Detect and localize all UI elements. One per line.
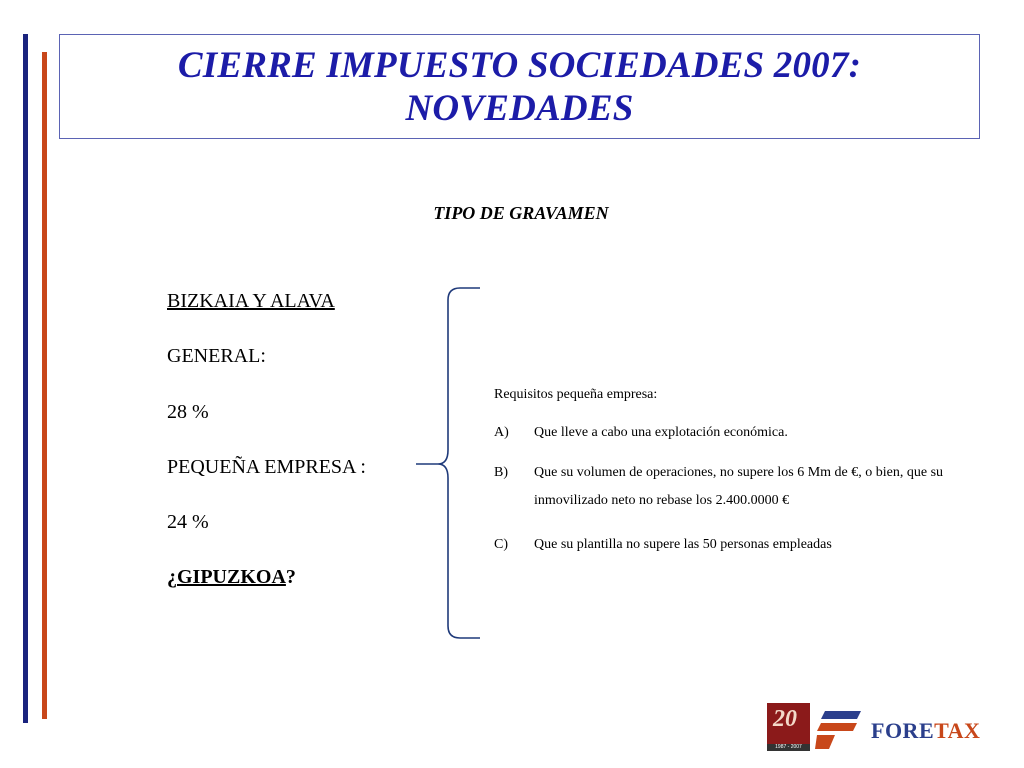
general-label: GENERAL: xyxy=(167,345,266,367)
slide-title-line-1: CIERRE IMPUESTO SOCIEDADES 2007: xyxy=(177,44,862,86)
brand-part-2: TAX xyxy=(934,718,981,743)
slide-title xyxy=(178,44,861,130)
slide-title-line-2: NOVEDADES xyxy=(405,87,634,129)
curly-brace-icon xyxy=(410,286,490,642)
region-heading: BIZKAIA Y ALAVA xyxy=(167,290,335,312)
gipuzkoa-question xyxy=(167,566,296,589)
requirement-letter: A) xyxy=(494,425,509,440)
requirement-text: Que su volumen de operaciones, no supere los 6 Mm de €, o bien, que su inmovilizado neto no rebase los 2.400.0000 € xyxy=(534,465,944,508)
requirement-letter: C) xyxy=(494,537,508,552)
question-prefix: ¿ xyxy=(167,566,177,588)
anniversary-seal-icon xyxy=(767,703,810,751)
requirements-title: Requisitos pequeña empresa: xyxy=(494,387,658,402)
requirement-item xyxy=(494,419,964,447)
left-blue-bar xyxy=(23,34,28,723)
small-company-rate: 24 % xyxy=(167,511,209,533)
requirement-item xyxy=(494,459,964,515)
seal-number: 20 xyxy=(773,706,797,732)
brand-name xyxy=(871,718,980,744)
requirement-item xyxy=(494,531,964,559)
question-region: GIPUZKOA xyxy=(177,566,286,588)
title-box xyxy=(59,34,980,139)
requirement-text: Que su plantilla no supere las 50 personas empleadas xyxy=(534,537,832,552)
brand-part-1: FORE xyxy=(871,718,935,743)
foretax-flag-icon xyxy=(815,709,861,749)
requirement-text: Que lleve a cabo una explotación económica. xyxy=(534,425,788,440)
question-suffix: ? xyxy=(285,566,296,588)
small-company-label: PEQUEÑA EMPRESA : xyxy=(167,456,366,478)
slide-subtitle: TIPO DE GRAVAMEN xyxy=(433,203,609,223)
seal-years: 1987 - 2007 xyxy=(767,744,810,751)
left-orange-bar xyxy=(42,52,47,719)
requirement-letter: B) xyxy=(494,465,508,480)
general-rate: 28 % xyxy=(167,401,209,423)
